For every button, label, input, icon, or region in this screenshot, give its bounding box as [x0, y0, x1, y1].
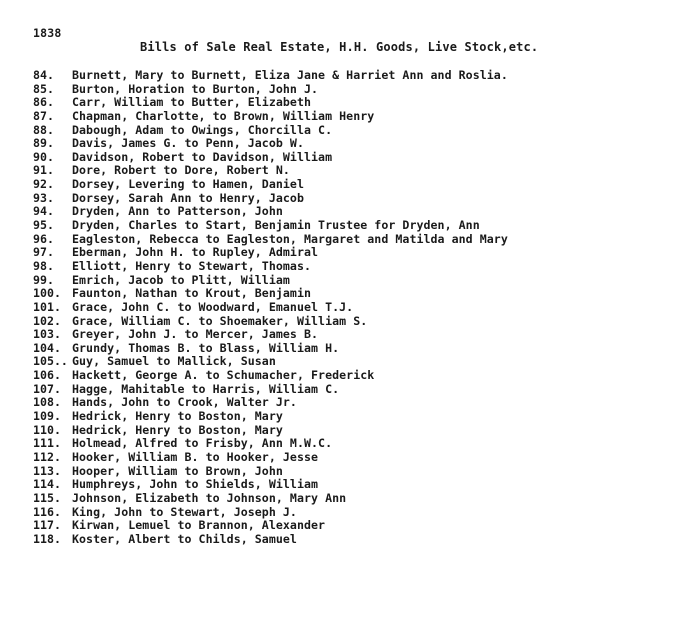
list-item [33, 178, 508, 192]
entry-text: Eberman, John H. to Rupley, Admiral [72, 245, 319, 260]
entry-text: Dorsey, Sarah Ann to Henry, Jacob [72, 190, 304, 205]
list-item [33, 492, 508, 506]
list-item [33, 451, 508, 465]
list-item [33, 164, 508, 178]
entry-text: Hedrick, Henry to Boston, Mary [72, 422, 283, 437]
entry-number: 95. [33, 218, 54, 233]
entry-text: Dabough, Adam to Owings, Chorcilla C. [72, 122, 333, 137]
list-item [33, 342, 508, 356]
list-item [33, 96, 508, 110]
entry-text: Koster, Albert to Childs, Samuel [72, 531, 297, 546]
list-item [33, 192, 508, 206]
entry-text: Grace, John C. to Woodward, Emanuel T.J. [72, 299, 354, 314]
entry-text: Hands, John to Crook, Walter Jr. [72, 395, 297, 410]
entry-number: 116. [33, 504, 61, 519]
entry-number: 84. [33, 68, 54, 82]
entry-number: 90. [33, 149, 54, 164]
entry-text: Guy, Samuel to Mallick, Susan [72, 354, 276, 369]
entry-text: Emrich, Jacob to Plitt, William [72, 272, 290, 287]
entry-text: Davidson, Robert to Davidson, William [72, 149, 333, 164]
entry-text: Grundy, Thomas B. to Blass, William H. [72, 340, 340, 355]
entry-text: Johnson, Elizabeth to Johnson, Mary Ann [72, 490, 347, 505]
list-item [33, 328, 508, 342]
list-item [33, 233, 508, 247]
entry-number: 117. [33, 518, 61, 533]
entry-list [33, 69, 508, 546]
list-item [33, 246, 508, 260]
entry-text: Faunton, Nathan to Krout, Benjamin [72, 286, 312, 301]
entry-number: 89. [33, 136, 54, 151]
list-item [33, 369, 508, 383]
list-item [33, 137, 508, 151]
list-item [33, 383, 508, 397]
entry-text: King, John to Stewart, Joseph J. [72, 504, 297, 519]
entry-number: 108. [33, 395, 61, 410]
entry-number: 115. [33, 490, 61, 505]
list-item [33, 287, 508, 301]
entry-text: Dryden, Charles to Start, Benjamin Trustee for Dryden, Ann [72, 218, 480, 233]
entry-text: Hedrick, Henry to Boston, Mary [72, 409, 283, 424]
list-item [33, 315, 508, 329]
list-item [33, 69, 508, 83]
list-item [33, 437, 508, 451]
entry-number: 96. [33, 231, 54, 246]
list-item [33, 110, 508, 124]
entry-text: Chapman, Charlotte, to Brown, William Henry [72, 108, 375, 123]
entry-number: 100. [33, 286, 61, 301]
entry-text: Hooper, William to Brown, John [72, 463, 283, 478]
list-item [33, 219, 508, 233]
entry-number: 106. [33, 368, 61, 383]
list-item [33, 124, 508, 138]
entry-number: 101. [33, 299, 61, 314]
entry-text: Carr, William to Butter, Elizabeth [72, 95, 312, 110]
entry-text: Humphreys, John to Shields, William [72, 477, 319, 492]
list-item [33, 260, 508, 274]
list-item [33, 274, 508, 288]
list-item [33, 478, 508, 492]
entry-number: 86. [33, 95, 54, 110]
entry-text: Hackett, George A. to Schumacher, Frederick [72, 368, 375, 383]
entry-number: 107. [33, 381, 61, 396]
entry-number: 113. [33, 463, 61, 478]
entry-text: Davis, James G. to Penn, Jacob W. [72, 136, 304, 151]
list-item [33, 410, 508, 424]
entry-text: Dryden, Ann to Patterson, John [72, 204, 283, 219]
entry-text: Greyer, John J. to Mercer, James B. [72, 327, 319, 342]
entry-number: 91. [33, 163, 54, 178]
entry-text: Holmead, Alfred to Frisby, Ann M.W.C. [72, 436, 333, 451]
entry-number: 112. [33, 449, 61, 464]
entry-number: 111. [33, 436, 61, 451]
list-item [33, 355, 508, 369]
entry-number: 104. [33, 340, 61, 355]
list-item [33, 83, 508, 97]
entry-number: 92. [33, 177, 54, 192]
list-item [33, 424, 508, 438]
entry-number: 88. [33, 122, 54, 137]
list-item [33, 205, 508, 219]
entry-number: 94. [33, 204, 54, 219]
entry-number: 109. [33, 409, 61, 424]
entry-number: 85. [33, 81, 54, 96]
list-item [33, 465, 508, 479]
entry-text: Burnett, Mary to Burnett, Eliza Jane & Harriet Ann and Roslia. [72, 68, 508, 82]
list-item [33, 396, 508, 410]
entry-number: 114. [33, 477, 61, 492]
entry-number: 103. [33, 327, 61, 342]
entry-text: Hagge, Mahitable to Harris, William C. [72, 381, 340, 396]
year-heading: 1838 [33, 26, 62, 40]
entry-number: 93. [33, 190, 54, 205]
list-item [33, 533, 508, 547]
entry-number: 87. [33, 108, 54, 123]
entry-text: Burton, Horation to Burton, John J. [72, 81, 319, 96]
list-item [33, 519, 508, 533]
entry-number: 102. [33, 313, 61, 328]
entry-text: Grace, William C. to Shoemaker, William S. [72, 313, 368, 328]
page-title: Bills of Sale Real Estate, H.H. Goods, Live Stock,etc. [140, 40, 539, 54]
entry-number: 110. [33, 422, 61, 437]
list-item [33, 301, 508, 315]
entry-number: 118. [33, 531, 61, 546]
entry-text: Eagleston, Rebecca to Eagleston, Margaret and Matilda and Mary [72, 231, 508, 246]
entry-text: Dorsey, Levering to Hamen, Daniel [72, 177, 304, 192]
entry-number: 97. [33, 245, 54, 260]
entry-number: 105.. [33, 354, 68, 369]
entry-number: 99. [33, 272, 54, 287]
entry-text: Kirwan, Lemuel to Brannon, Alexander [72, 518, 326, 533]
entry-text: Hooker, William B. to Hooker, Jesse [72, 449, 319, 464]
entry-text: Elliott, Henry to Stewart, Thomas. [72, 258, 312, 273]
list-item [33, 506, 508, 520]
entry-number: 98. [33, 258, 54, 273]
list-item [33, 151, 508, 165]
entry-text: Dore, Robert to Dore, Robert N. [72, 163, 290, 178]
